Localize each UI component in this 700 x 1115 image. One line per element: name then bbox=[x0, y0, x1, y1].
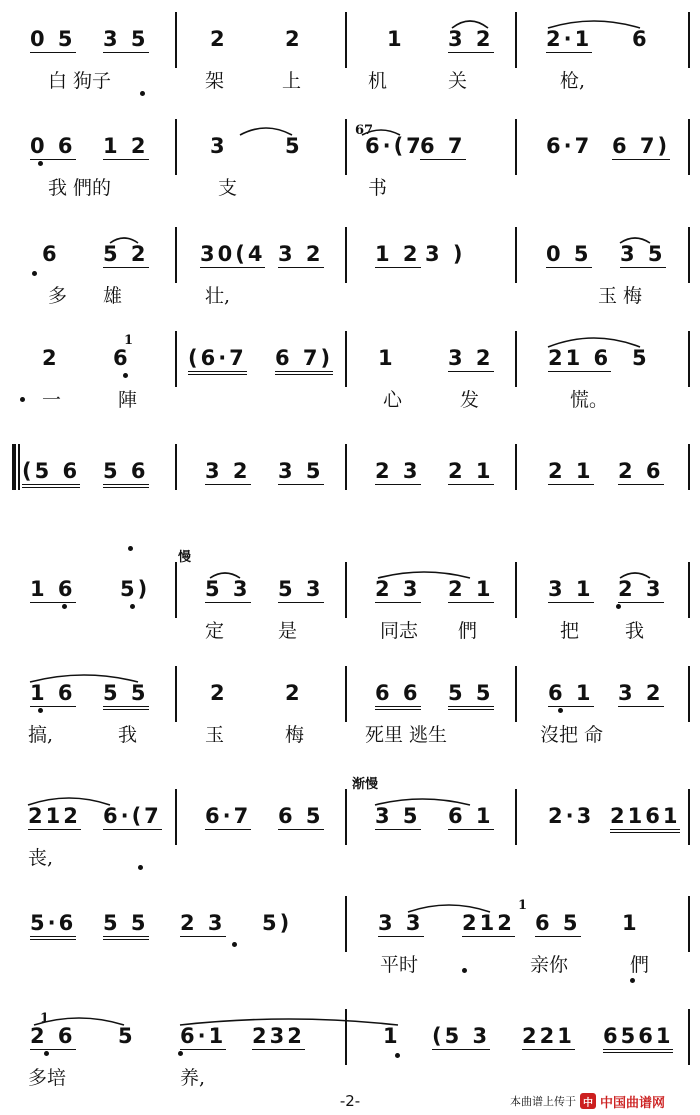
note-group: 6 bbox=[42, 242, 60, 266]
barline bbox=[688, 12, 690, 68]
octave-dot bbox=[138, 865, 143, 870]
lyric-text: 把 bbox=[560, 620, 580, 642]
barline bbox=[688, 789, 690, 845]
barline bbox=[515, 562, 517, 618]
octave-dot bbox=[395, 1053, 400, 1058]
barline bbox=[345, 1009, 347, 1065]
lyric-text: 丧, bbox=[28, 847, 54, 869]
barline bbox=[688, 331, 690, 387]
note-group: 3 2 bbox=[205, 459, 251, 483]
note-group: 3 2 bbox=[448, 346, 494, 370]
note-group: 3 3 bbox=[378, 911, 424, 935]
barline bbox=[345, 666, 347, 722]
score-annotation: 慢 bbox=[178, 550, 192, 565]
octave-dot bbox=[123, 373, 128, 378]
note-group: 6 6 bbox=[375, 680, 421, 710]
note-group: 5 2 bbox=[103, 242, 149, 266]
score-system-3 bbox=[0, 233, 700, 333]
score-system-7 bbox=[0, 672, 700, 772]
note-group: 1 2 bbox=[103, 134, 149, 158]
barline bbox=[515, 331, 517, 387]
score-system-4 bbox=[0, 333, 700, 437]
note-group: 6 bbox=[113, 346, 131, 370]
barline bbox=[175, 12, 177, 68]
score-annotation: 1 bbox=[40, 1011, 50, 1026]
lyric-text: 平时 bbox=[380, 954, 419, 976]
note-group: 6561 bbox=[603, 1023, 673, 1053]
note-group: 0 5 bbox=[30, 27, 76, 51]
lyric-text: 亲你 bbox=[530, 954, 569, 976]
lyric-text: 心 bbox=[383, 389, 403, 411]
note-group: 2 bbox=[285, 681, 303, 705]
lyric-text: 玉 bbox=[205, 724, 225, 746]
note-group: 6 5 bbox=[278, 804, 324, 828]
note-group: 5 5 bbox=[103, 910, 149, 940]
note-group: 2161 bbox=[610, 803, 680, 833]
barline bbox=[345, 444, 347, 490]
lyric-text: 定 bbox=[205, 620, 225, 642]
barline bbox=[345, 896, 347, 952]
note-group: 212 bbox=[28, 804, 81, 828]
barline bbox=[515, 119, 517, 175]
footer-text: 本曲谱上传于 bbox=[510, 1095, 576, 1108]
lyric-text: 枪, bbox=[560, 70, 586, 92]
note-group: 2·1 bbox=[546, 27, 593, 51]
score-system-1 bbox=[0, 18, 700, 118]
score-annotation: 67 bbox=[355, 123, 374, 138]
octave-dot bbox=[630, 978, 635, 983]
note-group: 2 bbox=[210, 27, 228, 51]
lyric-text: 架 bbox=[205, 70, 225, 92]
octave-dot bbox=[62, 604, 67, 609]
lyric-text: 是 bbox=[278, 620, 298, 642]
note-group: 6·(7 bbox=[103, 804, 162, 828]
lyric-text: 我 bbox=[118, 724, 138, 746]
score-annotation: 1 bbox=[518, 898, 528, 913]
note-group: 0 6 bbox=[30, 134, 76, 158]
score-system-9 bbox=[0, 898, 700, 1002]
note-group: 6 5 bbox=[535, 911, 581, 935]
page-number: -2- bbox=[339, 1092, 361, 1110]
note-group: 3 2 bbox=[618, 681, 664, 705]
octave-dot bbox=[38, 161, 43, 166]
lyric-text: 壮, bbox=[205, 285, 231, 307]
lyric-text: 多培 bbox=[28, 1067, 67, 1089]
note-group: 5 bbox=[118, 1024, 136, 1048]
barline bbox=[175, 444, 177, 490]
lyric-text: 关 bbox=[448, 70, 468, 92]
octave-dot bbox=[128, 546, 133, 551]
lyric-text: 发 bbox=[460, 389, 480, 411]
lyric-text: 书 bbox=[368, 177, 388, 199]
note-group: 6 bbox=[632, 27, 650, 51]
barline bbox=[515, 12, 517, 68]
lyric-text: 慌。 bbox=[570, 389, 609, 411]
repeat-barline bbox=[12, 444, 16, 490]
note-group: 5) bbox=[262, 911, 293, 935]
note-group: 3 2 bbox=[278, 242, 324, 266]
octave-dot bbox=[558, 708, 563, 713]
lyric-text: 沒把 命 bbox=[540, 724, 604, 746]
score-annotation: 渐慢 bbox=[352, 777, 379, 792]
upload-footer[interactable] bbox=[510, 1090, 665, 1112]
note-group: (5 6 bbox=[22, 458, 80, 488]
lyric-text: 支 bbox=[218, 177, 238, 199]
barline bbox=[688, 119, 690, 175]
score-annotation: 1 bbox=[124, 333, 134, 348]
barline bbox=[688, 227, 690, 283]
barline bbox=[345, 789, 347, 845]
note-group: 5 bbox=[632, 346, 650, 370]
lyric-text: 搞, bbox=[28, 724, 54, 746]
note-group: 6·7 bbox=[205, 804, 252, 828]
barline bbox=[345, 119, 347, 175]
barline bbox=[18, 444, 20, 490]
note-group: 3 5 bbox=[103, 27, 149, 51]
note-group: 1 6 bbox=[30, 577, 76, 601]
note-group: 3 1 bbox=[548, 577, 594, 601]
note-group: 2 6 bbox=[30, 1024, 76, 1048]
note-group: 2 1 bbox=[448, 459, 494, 483]
note-group: 1 6 bbox=[30, 681, 76, 705]
lyric-text: 梅 bbox=[285, 724, 305, 746]
note-group: 1 2 bbox=[375, 242, 421, 266]
note-group: 1 bbox=[383, 1024, 401, 1048]
note-group: 1 bbox=[622, 911, 640, 935]
score-system-6 bbox=[0, 550, 700, 668]
note-group: (5 3 bbox=[432, 1024, 491, 1048]
note-group: 5 3 bbox=[205, 577, 251, 601]
octave-dot bbox=[616, 604, 621, 609]
note-group: 6 7 bbox=[420, 134, 466, 158]
octave-dot bbox=[44, 1051, 49, 1056]
barline bbox=[688, 666, 690, 722]
note-group: 6·(7 bbox=[365, 134, 424, 158]
score-system-2 bbox=[0, 125, 700, 225]
barline bbox=[345, 227, 347, 283]
note-group: 6·1 bbox=[180, 1024, 227, 1048]
note-group: 5 bbox=[285, 134, 303, 158]
note-group: 3 5 bbox=[375, 804, 421, 828]
note-group: 5 6 bbox=[103, 458, 149, 488]
note-group: 5 5 bbox=[448, 680, 494, 710]
barline bbox=[175, 789, 177, 845]
lyric-text: 雄 bbox=[103, 285, 123, 307]
note-group: 5·6 bbox=[30, 910, 76, 940]
barline bbox=[688, 444, 690, 490]
note-group: 2 1 bbox=[548, 459, 594, 483]
octave-dot bbox=[232, 942, 237, 947]
lyric-text: 同志 bbox=[380, 620, 419, 642]
note-group: 2 3 bbox=[180, 911, 226, 935]
barline bbox=[175, 562, 177, 618]
barline bbox=[345, 562, 347, 618]
note-group: 30(4 bbox=[200, 242, 266, 266]
note-group: 2 6 bbox=[618, 459, 664, 483]
site-logo-icon: 中 bbox=[580, 1093, 596, 1109]
lyric-text: 玉 梅 bbox=[598, 285, 643, 307]
lyric-text: 白 狗子 bbox=[48, 70, 112, 92]
note-group: 2 3 bbox=[618, 577, 664, 601]
note-group: 6·7 bbox=[546, 134, 593, 158]
octave-dot bbox=[140, 91, 145, 96]
lyric-text: 一 bbox=[42, 389, 62, 411]
octave-dot bbox=[38, 708, 43, 713]
lyric-text: 死里 逃生 bbox=[365, 724, 448, 746]
barline bbox=[515, 666, 517, 722]
note-group: 1 bbox=[387, 27, 405, 51]
note-group: 3 bbox=[210, 134, 228, 158]
note-group: 21 6 bbox=[548, 346, 612, 370]
note-group: 6 1 bbox=[548, 681, 594, 705]
note-group: 232 bbox=[252, 1024, 305, 1048]
note-group: 2 bbox=[210, 681, 228, 705]
note-group: 2 bbox=[285, 27, 303, 51]
barline bbox=[688, 1009, 690, 1065]
octave-dot bbox=[178, 1051, 183, 1056]
lyric-text: 們 bbox=[630, 954, 650, 976]
note-group: 5 5 bbox=[103, 680, 149, 710]
barline bbox=[688, 896, 690, 952]
note-group: 3 2 bbox=[448, 27, 494, 51]
barline bbox=[515, 444, 517, 490]
lyric-text: 我 們的 bbox=[48, 177, 112, 199]
note-group: 6 7) bbox=[612, 134, 671, 158]
note-group: 212 bbox=[462, 911, 515, 935]
barline bbox=[175, 119, 177, 175]
score-system-5 bbox=[0, 450, 700, 550]
site-name-link[interactable]: 中国曲谱网 bbox=[600, 1095, 666, 1111]
lyric-text: 上 bbox=[282, 70, 302, 92]
note-group: 2 3 bbox=[375, 577, 421, 601]
note-group: 2 3 bbox=[375, 459, 421, 483]
note-group: 3 5 bbox=[620, 242, 666, 266]
barline bbox=[345, 12, 347, 68]
note-group: 5 3 bbox=[278, 577, 324, 601]
lyric-text: 陣 bbox=[118, 389, 138, 411]
note-group: 2 bbox=[42, 346, 60, 370]
note-group: (6·7 bbox=[188, 345, 247, 375]
note-group: 6 7) bbox=[275, 345, 333, 375]
barline bbox=[175, 666, 177, 722]
note-group: 0 5 bbox=[546, 242, 592, 266]
note-group: 3 5 bbox=[278, 459, 324, 483]
note-group: 1 bbox=[378, 346, 396, 370]
note-group: 5) bbox=[120, 577, 151, 601]
barline bbox=[345, 331, 347, 387]
octave-dot bbox=[32, 271, 37, 276]
barline bbox=[175, 331, 177, 387]
barline bbox=[515, 789, 517, 845]
lyric-text: 机 bbox=[368, 70, 388, 92]
note-group: 3 ) bbox=[425, 242, 466, 266]
note-group: 221 bbox=[522, 1024, 575, 1048]
score-system-8 bbox=[0, 777, 700, 895]
note-group: 2 1 bbox=[448, 577, 494, 601]
note-group: 6 1 bbox=[448, 804, 494, 828]
octave-dot bbox=[462, 968, 467, 973]
octave-dot bbox=[20, 397, 25, 402]
octave-dot bbox=[130, 604, 135, 609]
lyric-text: 們 bbox=[458, 620, 478, 642]
lyric-text: 我 bbox=[625, 620, 645, 642]
barline bbox=[515, 227, 517, 283]
barline bbox=[688, 562, 690, 618]
note-group: 2·3 bbox=[548, 804, 595, 828]
lyric-text: 多 bbox=[48, 285, 68, 307]
lyric-text: 养, bbox=[180, 1067, 206, 1089]
barline bbox=[175, 227, 177, 283]
